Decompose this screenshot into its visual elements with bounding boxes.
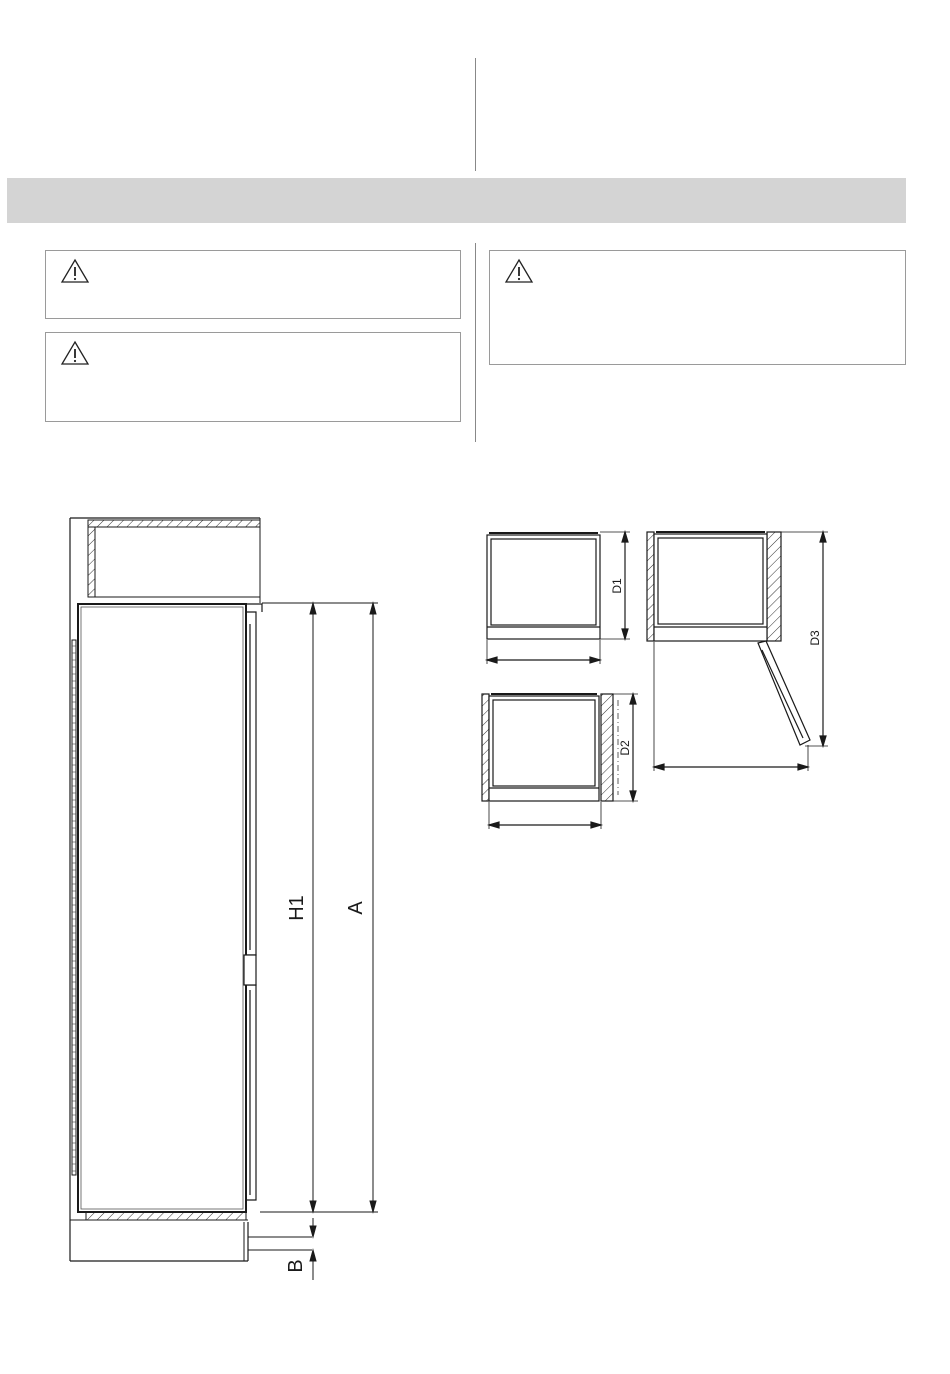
label-a: A <box>345 901 367 915</box>
label-d1: D1 <box>610 578 624 594</box>
appliance-body <box>78 604 246 1212</box>
label-h1: H1 <box>286 895 308 921</box>
label-b: B <box>285 1259 307 1273</box>
label-d3: D3 <box>808 630 822 646</box>
rear-grille-ticks <box>72 646 76 1171</box>
top-view-d3 <box>647 532 828 771</box>
bottom-step <box>244 1222 312 1261</box>
top-view-d1 <box>487 532 630 664</box>
bottom-plinth <box>86 1212 246 1220</box>
upper-cabinet-side <box>88 527 95 597</box>
label-d2: D2 <box>618 740 632 756</box>
upper-cabinet-shelf <box>88 520 260 527</box>
rear-grille <box>72 640 76 1175</box>
dimension-lines <box>260 603 378 1280</box>
top-view-d2 <box>482 694 638 829</box>
